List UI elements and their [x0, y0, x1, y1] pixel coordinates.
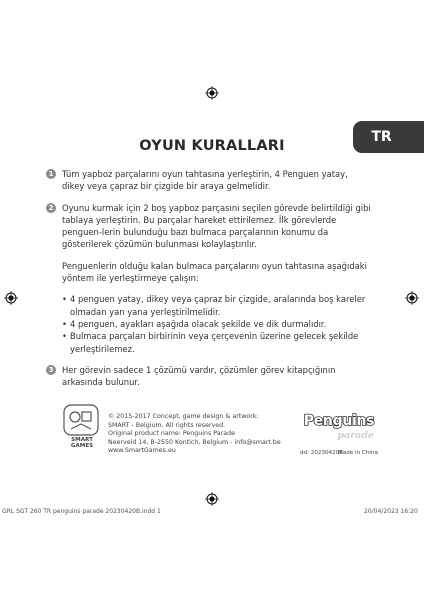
- bullet-item: • Bulmaca parçaları birbirinin veya çerçevenin üzerine gelecek şekilde yerleştirilemez.: [62, 330, 372, 355]
- rule-1: [48, 168, 372, 193]
- rule-number-badge: 3: [46, 365, 56, 375]
- credits-line: SMART - Belgium. All rights reserved.: [108, 421, 226, 429]
- print-slug-date: 20/04/2023 16:20: [364, 508, 418, 515]
- logo-line-1: SMART: [71, 437, 93, 443]
- intro-paragraph: Penguenlerin olduğu kalan bulmaca parçalarını oyun tahtasına aşağıdaki yöntem ile yerleştirmeye çalışın:: [62, 260, 367, 284]
- rule-text: Tüm yapboz parçalarını oyun tahtasına yerleştirin, 4 Penguen yatay, dikey veya çapraz bir çizgide bir araya gelmelidir.: [62, 169, 348, 192]
- bullet-item: • 4 penguen yatay, dikey veya çapraz bir çizgide, aralarında boş kareler olmadan yan yana yerleştirilmelidir.: [62, 293, 372, 318]
- logo-line-2: GAMES: [70, 443, 94, 450]
- brand-line-1: Penguins: [303, 413, 375, 429]
- bullet-item: • 4 penguen, ayakları aşağıda olacak şekilde ve dik durmalıdır.: [62, 318, 372, 330]
- penguins-parade-brand: [300, 413, 378, 443]
- rule-2: [48, 202, 372, 251]
- credits-line: © 2015-2017 Concept, game design & artwork:: [108, 413, 259, 420]
- registration-mark-top-icon: [205, 86, 219, 100]
- registration-mark-left-icon: [4, 291, 18, 305]
- rules-content: [48, 168, 372, 397]
- credits-block: [108, 413, 293, 456]
- language-tab-label: TR: [371, 129, 392, 145]
- rule-number-badge: 1: [46, 169, 56, 179]
- brand-line-2: parade: [337, 430, 374, 441]
- dd-code: dd: 202304208: [300, 450, 343, 456]
- credits-line: Original product name: Penguins Parade: [108, 430, 235, 438]
- rule-text: Her görevin sadece 1 çözümü vardır, çözümler görev kitapçığının arkasında bulunur.: [62, 364, 336, 388]
- rule-number-badge: 2: [46, 203, 56, 213]
- credits-line: www.SmartGames.eu: [108, 447, 176, 455]
- made-in-label: Made in China: [338, 450, 378, 456]
- bullet-list: [62, 293, 372, 354]
- page-title: OYUN KURALLARI: [139, 138, 285, 154]
- smartgames-logo-text: [62, 437, 102, 450]
- print-slug-file: GRL SGT 260 TR penguins parade 20230420B.indd 1: [2, 508, 161, 515]
- registration-mark-right-icon: [405, 291, 419, 305]
- rule-3: [48, 364, 372, 389]
- registration-mark-bottom-icon: [205, 492, 219, 506]
- rule-text: Oyunu kurmak için 2 boş yapboz parçasını seçilen görevde belirtildiği gibi tablaya yerleştirin. Bu parçalar hareket ettirilemez. İlk görevlerde penguen-lerin bulunduğu bazı bulmaca parçalarının konumu da gösterilerek çözümün bulunması kolaylaştırılır.: [62, 202, 371, 250]
- credits-line: Neerveld 14, B-2550 Kontich, Belgium - info@smart.be: [108, 438, 281, 446]
